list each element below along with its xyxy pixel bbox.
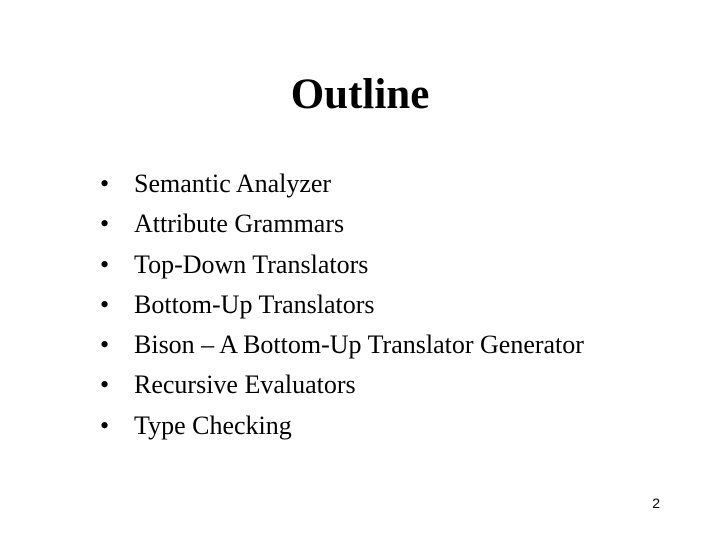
list-item [100,325,584,365]
bullet-icon: • [100,410,110,440]
list-item [100,204,584,244]
bullet-icon: • [100,169,110,198]
list-item [100,406,584,446]
slide-title: Outline [290,71,430,118]
page-number: 2 [652,495,660,511]
list-item-text: Bison – A Bottom-Up Translator Generator [134,330,584,360]
list-item-text: Bottom-Up Translators [134,289,375,319]
bullet-icon: • [100,370,110,400]
bullet-icon: • [100,249,110,279]
outline-list [100,164,584,446]
bullet-icon: • [100,330,110,360]
list-item-text: Semantic Analyzer [134,169,332,198]
list-item-text: Recursive Evaluators [134,370,356,400]
list-item-text: Top-Down Translators [134,249,369,279]
list-item [100,164,584,204]
bullet-icon: • [100,289,110,319]
list-item [100,245,584,285]
list-item-text: Attribute Grammars [134,209,345,239]
list-item [100,285,584,325]
bullet-icon: • [100,209,110,239]
list-item [100,365,584,405]
list-item-text: Type Checking [134,410,292,440]
